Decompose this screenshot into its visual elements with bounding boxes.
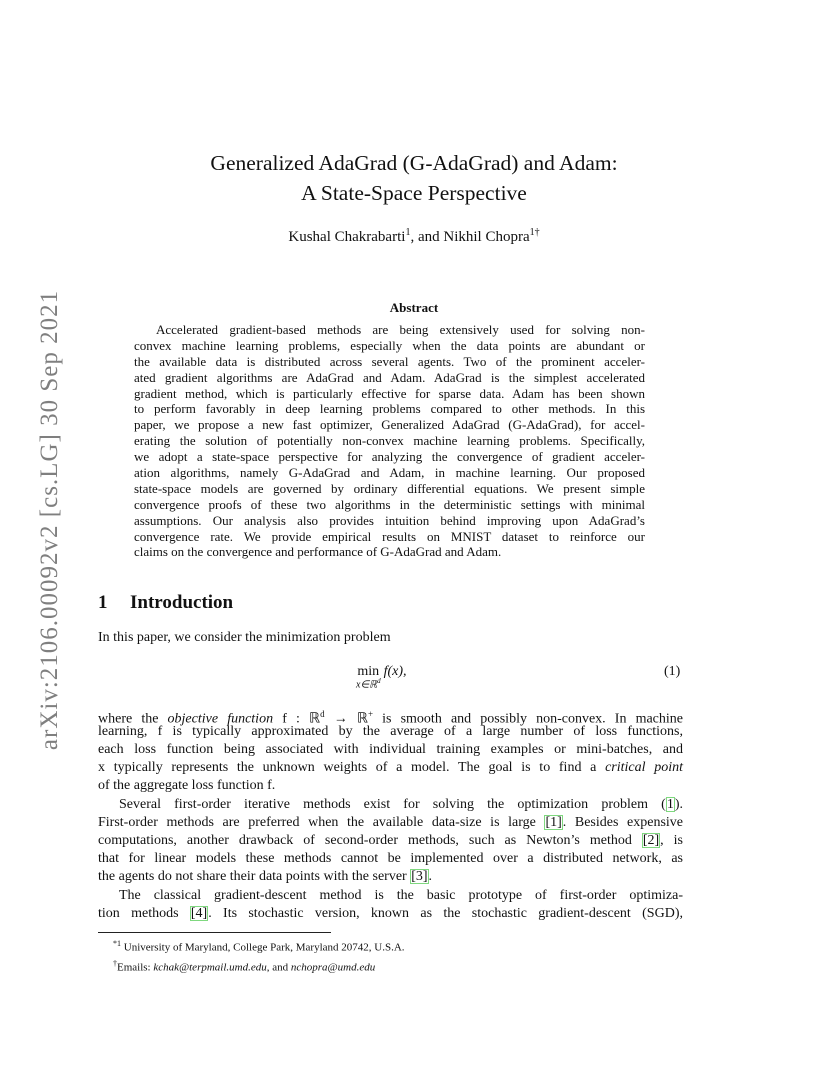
email-address: kchak@terpmail.umd.edu [153,961,267,974]
equation-expression: f(x), [383,664,407,679]
footnote-mark: † [113,958,117,968]
text-run: , is [660,833,683,849]
footnote-text: University of Maryland, College Park, Maryland 20742, U.S.A. [121,941,405,954]
text-run: where the [98,711,168,727]
abstract-line: to perform favorably in deep learning problems compared to other methods. In this [134,401,645,417]
citation-link[interactable]: [4] [190,906,208,922]
paragraph-objective [98,705,683,795]
section-number: 1 [98,592,108,613]
emphasis-text: critical point [605,760,683,776]
paragraph-line [98,868,683,886]
footnote-divider [98,932,331,933]
text-run: computations, another drawback of second-order methods, such as Newton’s method [98,833,642,849]
text-run: f : ℝ [273,711,321,727]
paragraph-gradient-descent [98,887,683,923]
equation-number: (1) [664,664,681,679]
paragraph-line [98,832,683,850]
footnote-mark: *1 [113,939,121,948]
min-subscript [356,677,381,690]
text-run: the agents do not share their data points with the server [98,869,411,885]
min-subscript-sup: d [377,677,381,685]
footnote-emails [113,956,405,976]
equation-1 [0,664,828,694]
abstract-body [134,322,645,560]
paragraph-line [98,796,683,814]
author-name: Nikhil Chopra [443,229,530,245]
intro-sentence-block [98,629,683,647]
abstract-line: convergence rate. We provide empirical results on MNIST dataset to reinforce our [134,528,645,544]
section-heading [98,592,233,614]
abstract-line: state-space models are governed by ordinary differential equations. We present simple [134,480,645,496]
intro-sentence: In this paper, we consider the minimization problem [98,630,391,645]
text-run: is smooth and possibly non-convex. In machine [373,711,683,727]
text-run: → ℝ [324,711,368,727]
abstract-line: convergence proofs of these two algorithms in the deterministic settings with minimal [134,496,645,512]
section-title: Introduction [130,592,234,613]
author-separator: , and [410,229,444,245]
footnotes [113,936,405,975]
abstract-line: ated gradient algorithms are AdaGrad and Adam. AdaGrad is the simplest accelerated [134,369,645,385]
abstract-line: ation algorithms, namely G-AdaGrad and Adam, in machine learning. Our proposed [134,465,645,481]
paragraph-line [98,814,683,832]
abstract-heading: Abstract [389,300,439,315]
author-list [0,227,828,246]
footnote-affiliation [113,936,405,956]
paragraph-line: The classical gradient-descent method is the basic prototype of first-order optimiza- [119,888,683,903]
abstract-line: claims on the convergence and performance of G-AdaGrad and Adam. [134,544,502,560]
equation-body [356,664,407,690]
text-run: tion methods [98,906,190,922]
superscript: + [367,709,374,719]
paper-title [0,148,828,208]
abstract-line: erating the solution of potentially non-convex machine learning problems. Specifically, [134,433,645,449]
paragraph-line: of the aggregate loss function f. [98,778,276,794]
text-run: First-order methods are preferred when the available data-size is large [98,815,545,831]
author-name: Kushal Chakrabarti [288,229,406,245]
title-line-1: Generalized AdaGrad (G-AdaGrad) and Adam: [210,151,618,175]
emphasis-text: objective function [167,711,274,727]
paragraph-line [98,905,683,923]
affiliation-mark: 1 [405,227,411,238]
abstract-line: convex machine learning problems, especially when the data points are abundant or [134,337,645,353]
text-run: . Besides expensive [562,815,683,831]
min-subscript-base: x∈ℝ [356,679,378,691]
abstract-line: the available data is distributed across several agents. Two of the prominent acceler- [134,353,645,369]
citation-link[interactable]: [3] [411,869,428,885]
citation-link[interactable]: [1] [545,815,562,831]
paragraph-line [98,759,683,777]
paragraph-line [98,705,683,727]
text-run: . [428,869,433,885]
abstract-line: assumptions. Our analysis also provides intuition behind improving upon AdaGrad’s [134,512,645,528]
footnote-text: , and [266,961,291,974]
abstract-line: Accelerated gradient-based methods are being extensively used for solving non- [156,322,645,337]
paragraph-line: learning, f is typically approximated by the average of a large number of loss functions, [98,724,683,740]
equation-min-operator [356,664,381,690]
arxiv-identifier: arXiv:2106.00092v2 [cs.LG] 30 Sep 2021 [36,289,63,751]
citation-link[interactable]: [2] [642,833,660,849]
text-run: Several first-order iterative methods exist for solving the optimization problem ( [119,797,666,812]
min-text: min [357,664,380,679]
abstract-line: we adopt a state-space perspective for analyzing the convergence of gradient acceler- [134,449,645,465]
superscript: d [320,709,325,719]
email-address: nchopra@umd.edu [290,961,376,974]
paragraph-line: each loss function being associated with individual training examples or mini-batches, and [98,742,683,758]
text-run: x typically represents the unknown weights of a model. The goal is to find a [98,760,606,776]
paragraph-line: that for linear models these methods cannot be implemented over a distributed network, as [98,851,683,867]
footnote-text: Emails: [117,961,154,974]
abstract-line: paper, we propose a new fast optimizer, Generalized AdaGrad (G-AdaGrad), for accel- [134,417,645,433]
abstract-line: gradient method, which is particularly effective for sparse data. Adam has been shown [134,385,645,401]
paragraph-first-order [98,796,683,886]
text-run: . Its stochastic version, known as the stochastic gradient-descent (SGD), [208,906,683,922]
title-line-2: A State-Space Perspective [301,181,527,205]
affiliation-mark: 1† [529,227,540,238]
equation-ref-link[interactable]: 1 [666,797,674,812]
text-run: ). [674,797,683,812]
